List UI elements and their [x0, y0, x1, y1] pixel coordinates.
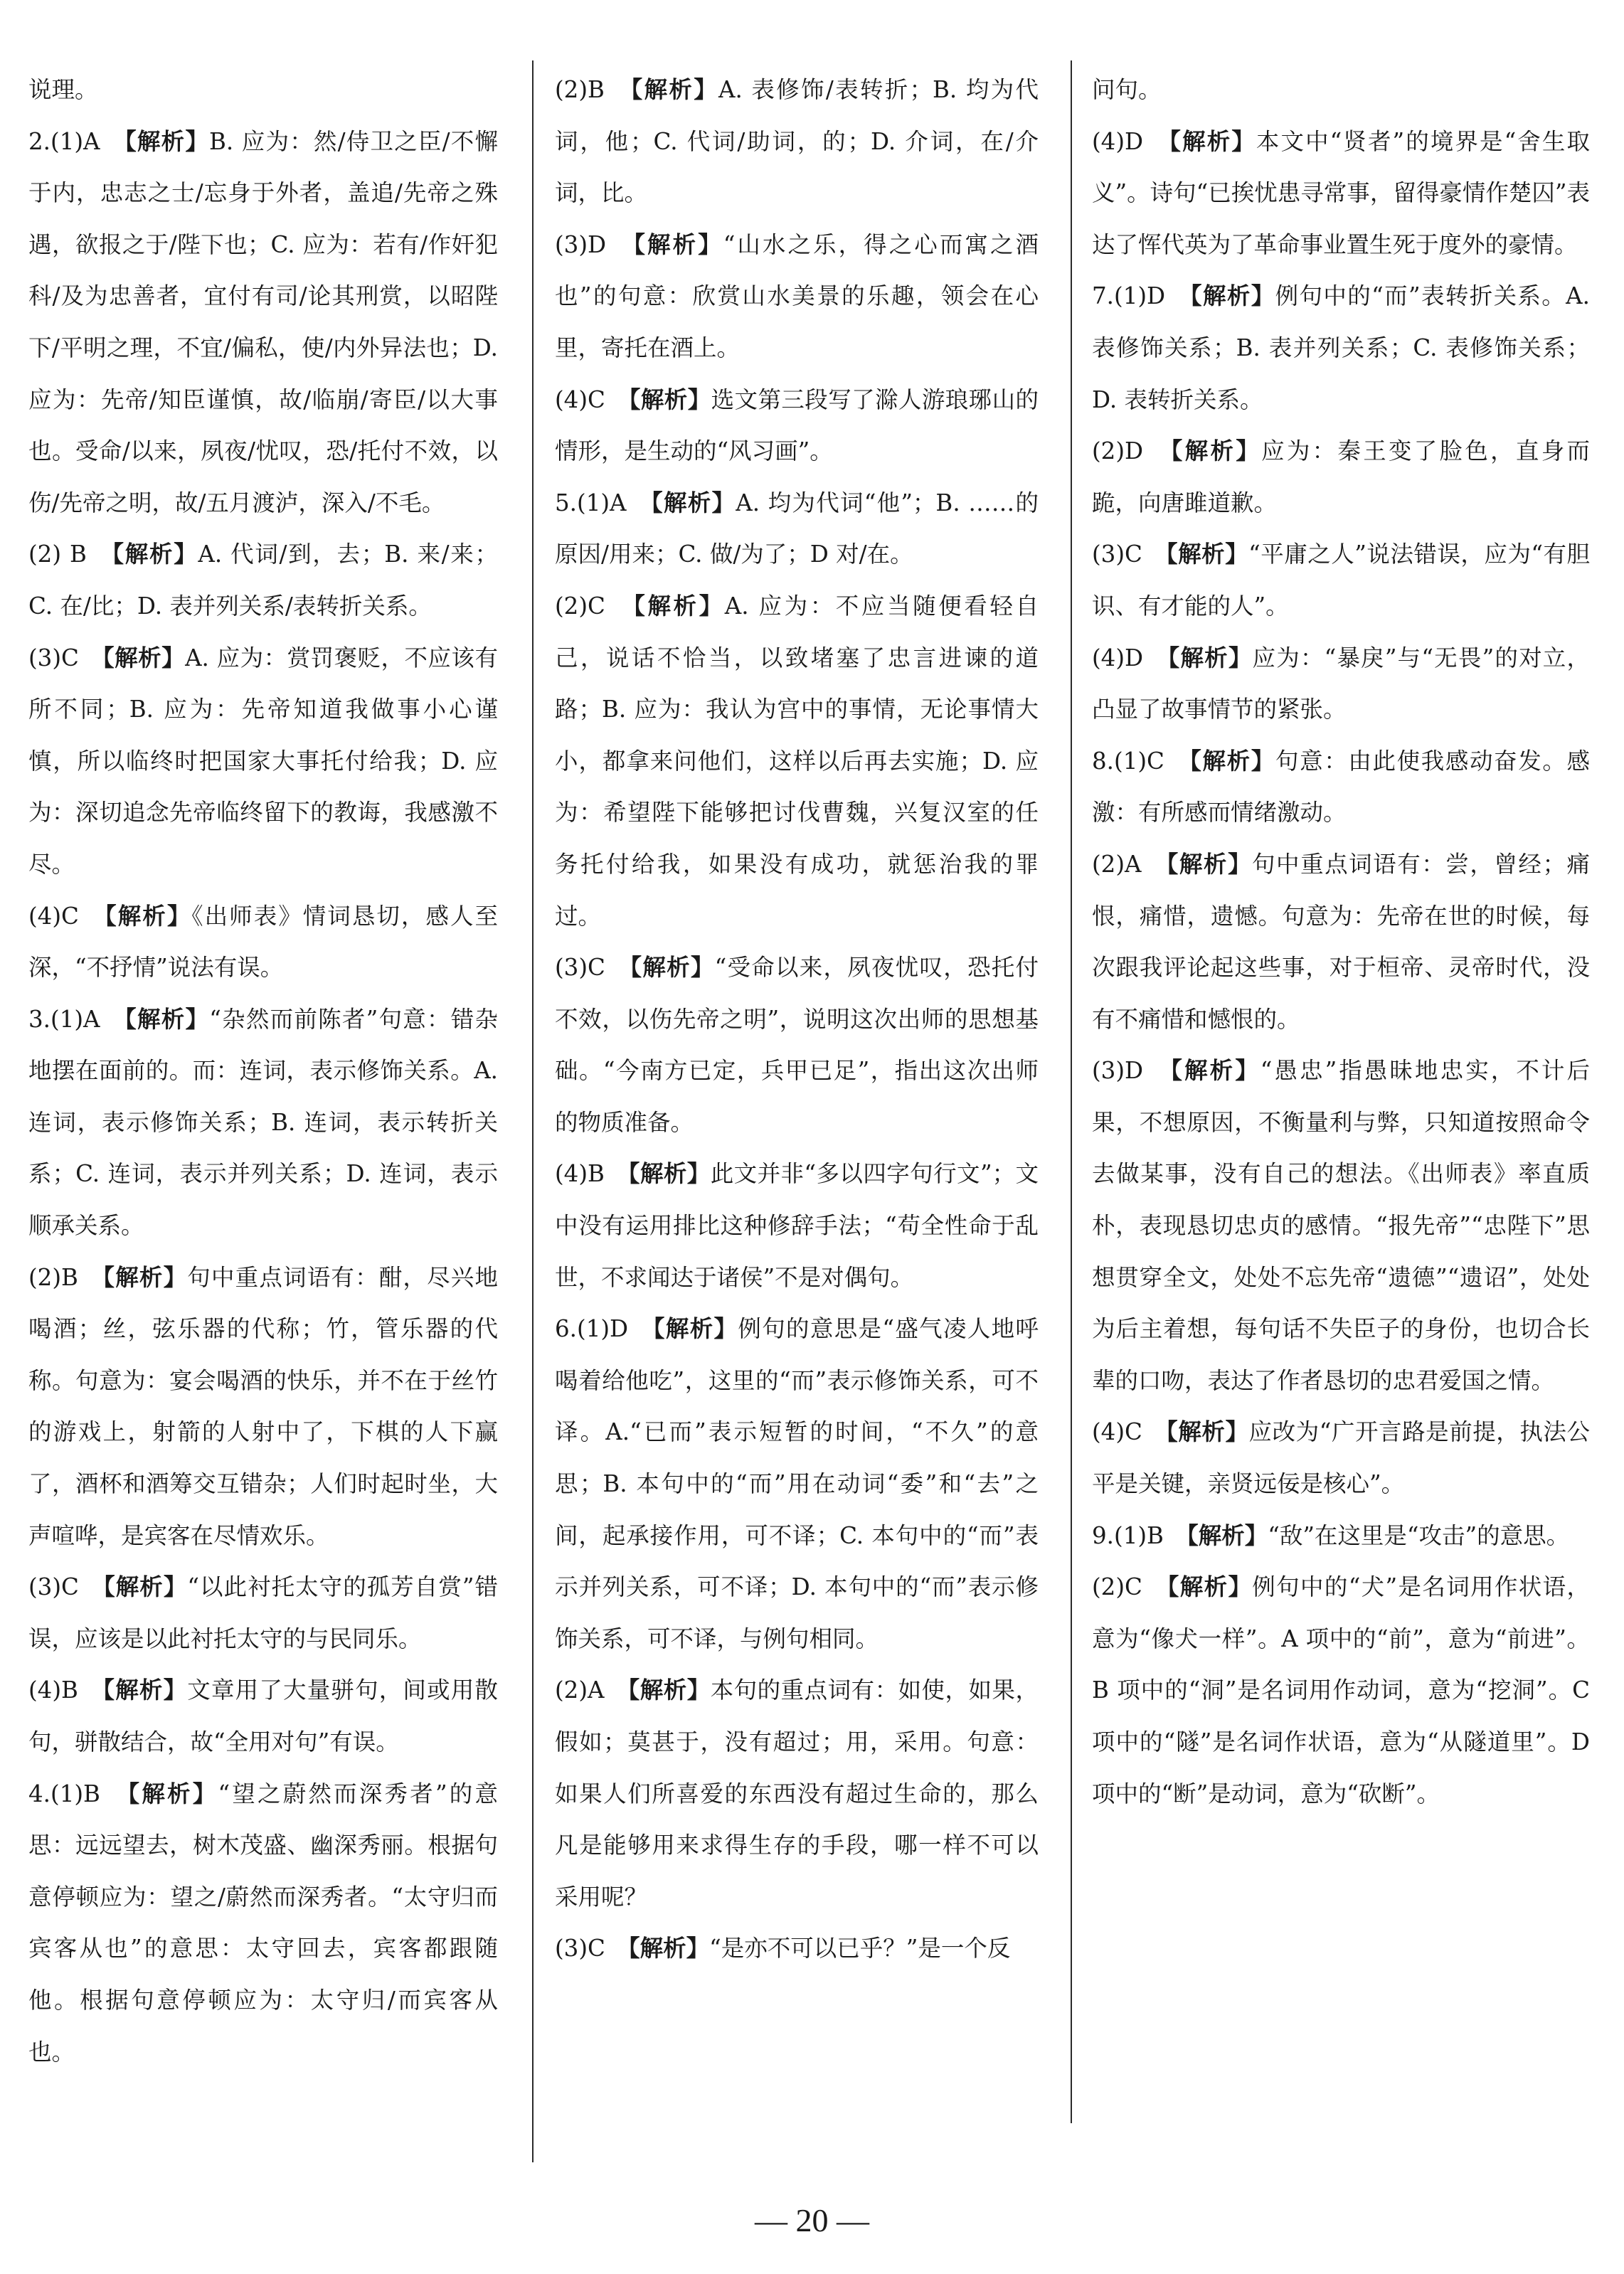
analysis-tag: 【解析】 — [651, 489, 736, 516]
answer-paragraph: 8.(1)C 【解析】句意：由此使我感动奋发。感激：有所感而情绪激动。 — [1092, 747, 1590, 827]
answer-paragraph: 9.(1)B 【解析】“敌”在这里是“攻击”的意思。 — [1092, 1521, 1570, 1549]
analysis-tag: 【解析】 — [628, 1935, 710, 1962]
right-column — [1092, 64, 1590, 1819]
answer-paragraph: (2)A 【解析】本句的重点词有：如使，如果，假如；莫甚于，没有超过；用，采用。句意：如果人们所喜爱的东西没有超过生命的，那么凡是能够用来求得生存的手段，哪一样不可以采用呢？ — [555, 1677, 1039, 1911]
column-divider — [1071, 60, 1072, 2123]
analysis-tag: 【解析】 — [633, 592, 725, 620]
answer-paragraph: (3)C 【解析】“以此衬托太守的孤芳自赏”错误，应该是以此衬托太守的与民同乐。 — [28, 1573, 498, 1652]
analysis-tag: 【解析】 — [1187, 1521, 1268, 1549]
answer-paragraph: 7.(1)D 【解析】例句中的“而”表转折关系。A. 表修饰关系；B. 表并列关系；C. 表修饰关系；D. 表转折关系。 — [1092, 282, 1590, 413]
answer-paragraph: (3)C 【解析】A. 应为：赏罚褒贬，不应该有所不同；B. 应为：先帝知道我做事小心谨慎，所以临终时把国家大事托付给我；D. 应为：深切追念先帝临终留下的教诲，我感激不尽。 — [28, 644, 498, 878]
analysis-tag: 【解析】 — [1168, 644, 1253, 671]
answer-paragraph: (2) B 【解析】A. 代词/到，去；B. 来/来；C. 在/比；D. 表并列关系/表转折关系。 — [28, 541, 498, 620]
answer-paragraph: (3)C 【解析】“受命以来，夙夜忧叹，恐托付不效，以伤先帝之明”，说明这次出师的思想基础。“今南方已定，兵甲已足”，指出这次出师的物质准备。 — [555, 954, 1039, 1136]
answer-paragraph: 6.(1)D 【解析】例句的意思是“盛气凌人地呼喝着给他吃”，这里的“而”表示修饰关系，可不译。A.“已而”表示短暂的时间，“不久”的意思；B. 本句中的“而”用在动词“委”和“去”之间，起承接作用，可不译；C. 本句中的“而”表示并列关系，可不译；D. 本句中的“而”表示修饰关系，可不译，与例句相同。 — [555, 1315, 1039, 1652]
answer-paragraph: (2)D 【解析】应为：秦王变了脸色，直身而跪，向唐雎道歉。 — [1092, 437, 1590, 516]
answer-paragraph: (2)B 【解析】A. 表修饰/表转折；B. 均为代词，他；C. 代词/助词，的；D. 介词，在/介词，比。 — [555, 76, 1039, 207]
analysis-tag: 【解析】 — [653, 1315, 738, 1343]
answer-paragraph: (2)A 【解析】句中重点词语有：尝，曾经；痛恨，痛惜，遗憾。句意为：先帝在世的时候，每次跟我评论起这些事，对于桓帝、灵帝时代，没有不痛惜和憾恨的。 — [1092, 850, 1590, 1033]
analysis-tag: 【解析】 — [631, 76, 718, 103]
answer-paragraph: (2)B 【解析】句中重点词语有：酣，尽兴地喝酒；丝，弦乐器的代称；竹，管乐器的代称。句意为：宴会喝酒的快乐，并不在于丝竹的游戏上，射箭的人射中了，下棋的人下赢了，酒杯和酒筹交互错杂；人们时起时坐，大声喧哗，是宾客在尽情欢乐。 — [28, 1263, 498, 1549]
analysis-tag: 【解析】 — [102, 644, 186, 671]
analysis-tag: 【解析】 — [630, 954, 715, 982]
answer-paragraph: (4)C 【解析】《出师表》情词恳切，感人至深，“不抒情”说法有误。 — [28, 902, 498, 982]
answer-paragraph: (2)C 【解析】例句中的“犬”是名词用作状语，意为“像犬一样”。A 项中的“前”，意为“前进”。B 项中的“洞”是名词用作动词，意为“挖洞”。C 项中的“隧”是名词作状语，意为“从隧道里”。D 项中的“断”是动词，意为“砍断”。 — [1092, 1573, 1590, 1807]
answer-paragraph: 2.(1)A 【解析】B. 应为：然/侍卫之臣/不懈于内，忠志之士/忘身于外者，盖追/先帝之殊遇，欲报之于/陛下也；C. 应为：若有/作奸犯科/及为忠善者，宜付有司/论其刑赏，以昭陛下/平明之理，不宜/偏私，使/内外异法也；D. 应为：先帝/知臣谨慎，故/临崩/寄臣/以大事也。受命/以来，夙夜/忧叹，恐/托付不效，以伤/先帝之明，故/五月渡泸，深入/不毛。 — [28, 127, 498, 516]
answer-paragraph: 说理。 — [28, 76, 98, 103]
analysis-tag: 【解析】 — [105, 902, 192, 930]
left-column — [28, 64, 498, 2078]
analysis-tag: 【解析】 — [1170, 1057, 1261, 1085]
analysis-tag: 【解析】 — [103, 1573, 188, 1601]
analysis-tag: 【解析】 — [1171, 437, 1262, 465]
analysis-tag: 【解析】 — [1190, 282, 1275, 310]
answer-paragraph: (3)C 【解析】“平庸之人”说法错误，应为“有胆识、有才能的人”。 — [1092, 541, 1590, 620]
analysis-tag: 【解析】 — [124, 1005, 210, 1033]
analysis-tag: 【解析】 — [102, 1677, 188, 1704]
answer-paragraph: (4)C 【解析】选文第三段写了滁人游琅琊山的情形，是生动的“风习画”。 — [555, 386, 1039, 465]
answer-paragraph: (4)B 【解析】此文并非“多以四字句行文”；文中没有运用排比这种修辞手法；“苟全性命于乱世，不求闻达于诸侯”不是对偶句。 — [555, 1160, 1039, 1291]
analysis-tag: 【解析】 — [124, 127, 210, 155]
analysis-tag: 【解析】 — [627, 1677, 711, 1704]
analysis-tag: 【解析】 — [628, 1160, 711, 1188]
analysis-tag: 【解析】 — [112, 541, 198, 568]
answer-paragraph: (3)D 【解析】“山水之乐，得之心而寓之酒也”的句意：欣赏山水美景的乐趣，领会在心里，寄托在酒上。 — [555, 230, 1039, 361]
analysis-tag: 【解析】 — [1169, 127, 1256, 155]
answer-paragraph: 4.(1)B 【解析】“望之蔚然而深秀者”的意思：远远望去，树木茂盛、幽深秀丽。根据句意停顿应为：望之/蔚然而深秀者。“太守归而宾客从也”的意思：太守回去，宾客都跟随他。根据句意停顿应为：太守归/而宾客从也。 — [28, 1780, 498, 2066]
answer-paragraph: 问句。 — [1092, 76, 1162, 103]
answer-paragraph: (4)B 【解析】文章用了大量骈句，间或用散句，骈散结合，故“全用对句”有误。 — [28, 1677, 498, 1755]
answer-paragraph: (3)C 【解析】“是亦不可以已乎？”是一个反 — [555, 1935, 1011, 1962]
answer-paragraph: (4)C 【解析】应改为“广开言路是前提，执法公平是关键，亲贤远佞是核心”。 — [1092, 1418, 1590, 1498]
answer-paragraph: (2)C 【解析】A. 应为：不应当随便看轻自己，说话不恰当，以致堵塞了忠言进谏的道路；B. 应为：我认为宫中的事情，无论事情大小，都拿来问他们，这样以后再去实施；D. 应为：希望陛下能够把讨伐曹魏，兴复汉室的任务托付给我，如果没有成功，就惩治我的罪过。 — [555, 592, 1039, 930]
answer-paragraph: (4)D 【解析】应为：“暴戾”与“无畏”的对立，凸显了故事情节的紧张。 — [1092, 644, 1590, 723]
answer-paragraph: (4)D 【解析】本文中“贤者”的境界是“舍生取义”。诗句“已挨忧患寻常事，留得豪情作楚囚”表达了恽代英为了革命事业置生死于度外的豪情。 — [1092, 127, 1590, 258]
analysis-tag: 【解析】 — [633, 230, 723, 258]
column-divider — [532, 60, 534, 2162]
analysis-tag: 【解析】 — [1166, 1418, 1249, 1446]
answer-paragraph: 5.(1)A 【解析】A. 均为代词“他”；B. ……的原因/用来；C. 做/为了；D 对/在。 — [555, 489, 1039, 568]
analysis-tag: 【解析】 — [1189, 747, 1275, 775]
analysis-tag: 【解析】 — [1167, 1573, 1253, 1601]
analysis-tag: 【解析】 — [629, 386, 711, 413]
analysis-tag: 【解析】 — [1166, 541, 1249, 568]
analysis-tag: 【解析】 — [127, 1780, 218, 1807]
page-number: — 20 — — [755, 2202, 869, 2238]
analysis-tag: 【解析】 — [102, 1263, 188, 1291]
answer-paragraph: 3.(1)A 【解析】“杂然而前陈者”句意：错杂地摆在面前的。而：连词，表示修饰关系。A. 连词，表示修饰关系；B. 连词，表示转折关系；C. 连词，表示并列关系；D. 连词，表示顺承关系。 — [28, 1005, 498, 1240]
middle-column — [555, 64, 1039, 1975]
answer-paragraph: (3)D 【解析】“愚忠”指愚昧地忠实，不计后果，不想原因，不衡量利与弊，只知道按照命令去做某事，没有自己的想法。《出师表》率直质朴，表现恳切忠贞的感情。“报先帝”“忠陛下”思想贯穿全文，处处不忘先帝“遗德”“遗诏”，处处为后主着想，每句话不失臣子的身份，也切合长辈的口吻，表达了作者恳切的忠君爱国之情。 — [1092, 1057, 1590, 1394]
analysis-tag: 【解析】 — [1167, 850, 1252, 878]
